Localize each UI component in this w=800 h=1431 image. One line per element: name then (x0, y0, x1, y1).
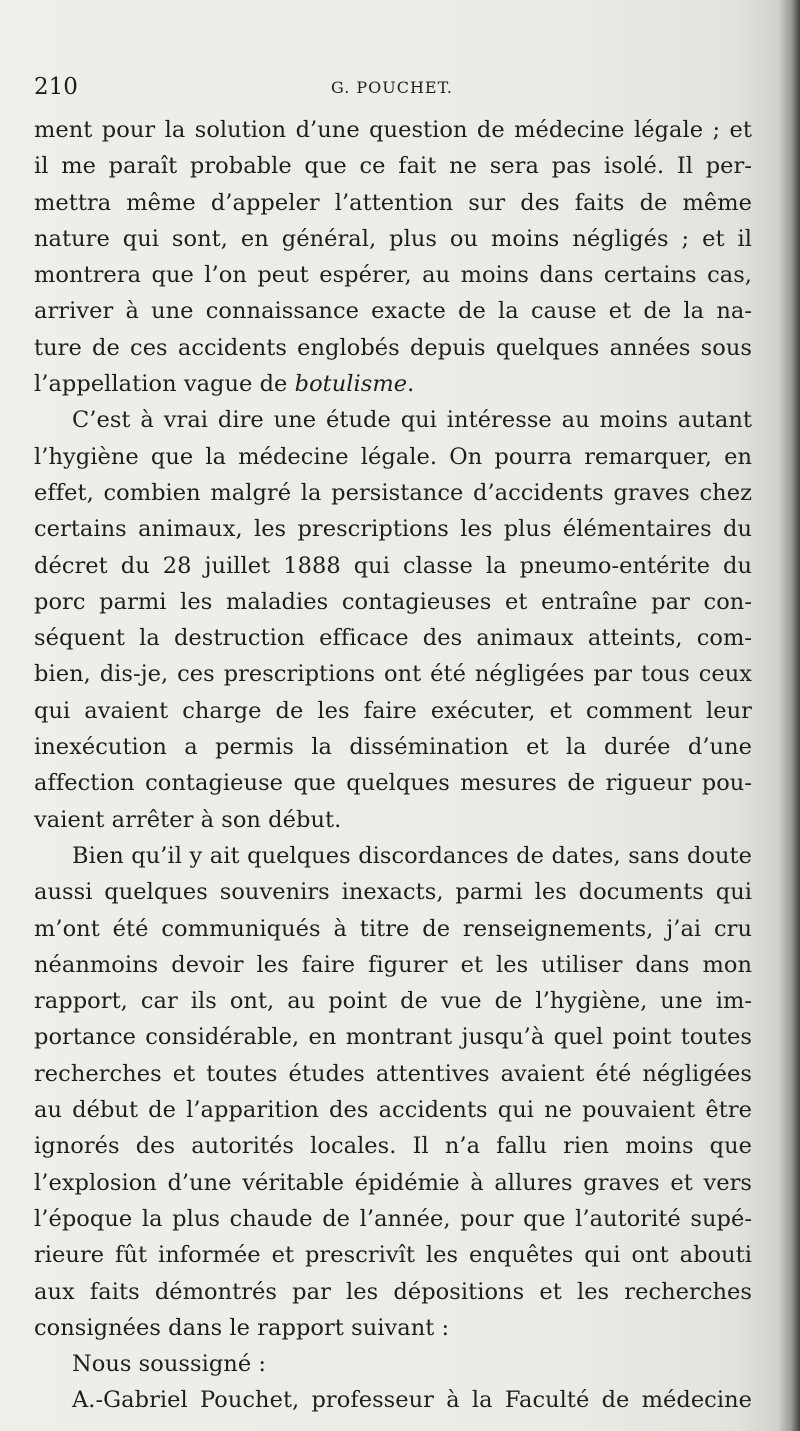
paragraph-4 (34, 1346, 752, 1382)
text-line: C’est à vrai dire une étude qui intéresse au moins autant (72, 407, 752, 434)
text-line: il me paraît probable que ce fait ne sera pas isolé. Il per- (34, 153, 752, 180)
text-line: montrera que l’on peut espérer, au moins dans certains cas, (34, 262, 752, 289)
text-line: néanmoins devoir les faire figurer et les utiliser dans mon (34, 951, 752, 978)
paragraph-5 (34, 1382, 752, 1418)
italic-term: botulisme (294, 371, 408, 398)
text-line: mettra même d’appeler l’attention sur des faits de même (34, 189, 752, 216)
text-line: décret du 28 juillet 1888 qui classe la pneumo-entérite du (34, 552, 752, 579)
text-line: effet, combien malgré la persistance d’accidents graves chez (34, 479, 752, 506)
text-line: vaient arrêter à son début. (34, 806, 342, 833)
text-line: l’hygiène que la médecine légale. On pourra remarquer, en (34, 443, 752, 470)
text-fragment: l’appellation vague de (34, 371, 295, 398)
text-line: Bien qu’il y ait quelques discordances de dates, sans doute (72, 842, 752, 869)
text-line: l’époque la plus chaude de l’année, pour que l’autorité supé- (34, 1205, 752, 1232)
text-line: affection contagieuse que quelques mesures de rigueur pou- (34, 770, 752, 797)
text-line: qui avaient charge de les faire exécuter, et comment leur (34, 697, 752, 724)
text-line: portance considérable, en montrant jusqu’à quel point toutes (34, 1024, 752, 1051)
text-line: ment pour la solution d’une question de médecine légale ; et (34, 117, 752, 143)
text-line: arriver à une connaissance exacte de la cause et de la na- (34, 298, 752, 325)
paragraph-1 (34, 112, 752, 402)
text-line: séquent la destruction efficace des animaux atteints, com- (34, 625, 752, 652)
text-line: bien, dis-je, ces prescriptions ont été négligées par tous ceux (34, 661, 752, 688)
text-line: au début de l’apparition des accidents qui ne pouvaient être (34, 1097, 752, 1124)
page-number: 210 (34, 74, 78, 100)
text-line: porc parmi les maladies contagieuses et entraîne par con- (34, 588, 752, 615)
text-line: ignorés des autorités locales. Il n’a fallu rien moins que (34, 1133, 752, 1160)
text-line: l’explosion d’une véritable épidémie à allures graves et vers (34, 1169, 752, 1196)
paragraph-3 (34, 838, 752, 1346)
text-line: ture de ces accidents englobés depuis quelques années sous (34, 334, 752, 361)
running-title: G. POUCHET. (330, 78, 454, 97)
body-text (34, 112, 752, 1419)
text-line: consignées dans le rapport suivant : (34, 1314, 450, 1341)
text-line: recherches et toutes études attentives avaient été négligées (34, 1060, 752, 1087)
text-line: Nous soussigné : (72, 1351, 267, 1378)
text-line: rieure fût informée et prescrivît les enquêtes qui ont abouti (34, 1242, 752, 1269)
text-line (34, 366, 752, 402)
text-line: aux faits démontrés par les dépositions et les recherches (34, 1278, 752, 1305)
text-line: nature qui sont, en général, plus ou moins négligés ; et il (34, 225, 752, 252)
text-line: aussi quelques souvenirs inexacts, parmi les documents qui (34, 879, 752, 906)
page-header (34, 74, 750, 104)
text-line: A.-Gabriel Pouchet, professeur à la Faculté de médecine (72, 1387, 752, 1414)
paragraph-2 (34, 402, 752, 838)
text-line: inexécution a permis la dissémination et la durée d’une (34, 734, 752, 761)
text-fragment: . (407, 371, 415, 398)
page-edge-shadow (778, 0, 800, 1431)
text-line: m’ont été communiqués à titre de renseignements, j’ai cru (34, 915, 752, 942)
text-line: certains animaux, les prescriptions les plus élémentaires du (34, 516, 752, 543)
text-line: rapport, car ils ont, au point de vue de l’hygiène, une im- (34, 988, 752, 1015)
